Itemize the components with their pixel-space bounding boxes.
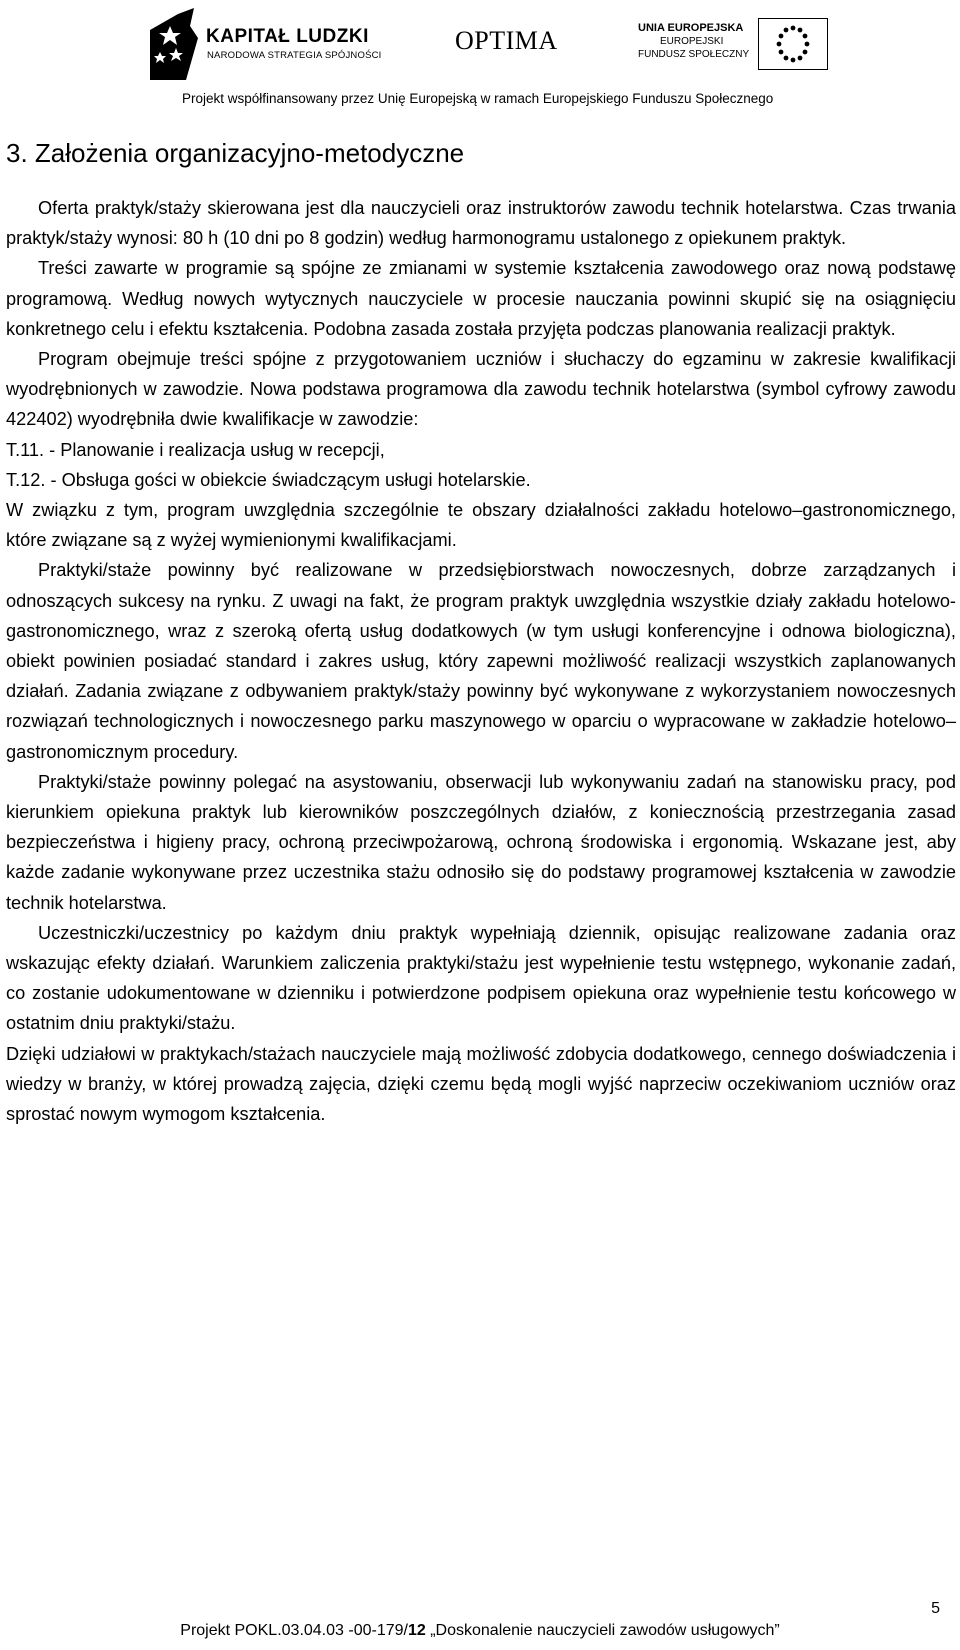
footer-suffix: „Doskonalenie nauczycieli zawodów usługowych” — [425, 1622, 780, 1639]
eu-logo — [638, 14, 838, 74]
page-header — [0, 0, 960, 110]
eu-line-2: EUROPEJSKI — [660, 36, 724, 47]
paragraph: Program obejmuje treści spójne z przygotowaniem uczniów i słuchaczy do egzaminu w zakresie kwalifikacji wyodrębnionych w zawodzie. Nowa podstawa programowa dla zawodu technik hotelarstwa (symbol cyfrowy zawodu 422402) wyodrębniła dwie kwalifikacje w zawodzie: — [6, 349, 956, 430]
document-body — [6, 138, 956, 1129]
eu-line-1: UNIA EUROPEJSKA — [638, 22, 744, 34]
eu-flag-icon — [758, 18, 828, 70]
paragraph: Treści zawarte w programie są spójne ze zmianami w systemie kształcenia zawodowego oraz nową podstawę programową. Według nowych wytycznych nauczyciele w procesie nauczania powinni skupić się na osiągnięciu konkretnego celu i efektu kształcenia. Podobna zasada została przyjęta podczas planowania realizacji praktyk. — [6, 258, 956, 339]
kapital-ludzki-logo — [150, 8, 382, 80]
logo-sub-text: NARODOWA STRATEGIA SPÓJNOŚCI — [207, 50, 382, 61]
paragraph: W związku z tym, program uwzględnia szczególnie te obszary działalności zakładu hotelowo–gastronomicznego, które związane są z wyżej wymienionymi kwalifikacjami. — [6, 500, 956, 551]
logo-main-text: KAPITAŁ LUDZKI — [206, 26, 369, 47]
page-footer — [0, 1622, 960, 1640]
paragraph: Dzięki udziałowi w praktykach/stażach nauczyciele mają możliwość zdobycia dodatkowego, cennego doświadczenia i wiedzy w branży, w której prowadzą zajęcia, dzięki czemu będą mogli wyjść naprzeciw oczekiwaniom uczniów oraz sprostać nowym wymogom kształcenia. — [6, 1043, 956, 1125]
footer-prefix: Projekt POKL.03.04.03 -00-179/ — [180, 1622, 408, 1639]
optima-logo: OPTIMA — [455, 26, 558, 55]
qualification-item: T.11. - Planowanie i realizacja usług w recepcji, — [6, 439, 385, 460]
qualification-item: T.12. - Obsługa gości w obiekcie świadczącym usługi hotelarskie. — [6, 469, 531, 490]
section-heading: 3. Założenia organizacyjno-metodyczne — [6, 138, 465, 168]
body-text — [6, 193, 956, 1129]
paragraph: Praktyki/staże powinny polegać na asystowaniu, obserwacji lub wykonywaniu zadań na stanowisku pracy, pod kierunkiem opiekuna praktyk lub kierowników poszczególnych działów, z koniecznością przestrzegania zasad bezpieczeństwa i higieny pracy, ochroną przeciwpożarową, ochroną środowiska i ergonomią. Wskazane jest, aby każde zadanie wykonywane przez uczestnika stażu odnosiło się do podstawy programowej kształcenia w zawodzie technik hotelarstwa. — [6, 771, 956, 913]
eu-line-3: FUNDUSZ SPOŁECZNY — [638, 49, 750, 60]
page-number: 5 — [931, 1600, 940, 1617]
paragraph: Praktyki/staże powinny być realizowane w przedsiębiorstwach nowoczesnych, dobrze zarządzanych i odnoszących sukcesy na rynku. Z uwagi na fakt, że program praktyk uwzględnia wszystkie działy zakładu hotelowo-gastronomicznego, wraz z szeroką ofertą usług dodatkowych (w tym usługi konferencyjne i odnowa biologiczna), obiekt powinien posiadać standard i zakres usług, który zapewni możliwość realizacji wszystkich zaplanowanych działań. Zadania związane z odbywaniem praktyk/staży powinny być wykonywane z wykorzystaniem nowoczesnych rozwiązań technologicznych i nowoczesnego parku maszynowego w oparciu o wypracowane w zakładzie hotelowo–gastronomicznym procedury. — [6, 560, 956, 762]
kapital-ludzki-emblem-icon — [150, 8, 200, 80]
cofinancing-note: Projekt współfinansowany przez Unię Europejską w ramach Europejskiego Funduszu Społecznego — [182, 91, 774, 106]
paragraph: Oferta praktyk/staży skierowana jest dla nauczycieli oraz instruktorów zawodu technik hotelarstwa. Czas trwania praktyk/staży wynosi: 80 h (10 dni po 8 godzin) według harmonogramu ustalonego z opiekunem praktyk. — [6, 198, 956, 249]
paragraph: Uczestniczki/uczestnicy po każdym dniu praktyk wypełniają dziennik, opisując realizowane zadania oraz wskazując efekty działań. Warunkiem zaliczenia praktyki/stażu jest wypełnienie testu wstępnego, wykonanie zadań, co zostanie udokumentowane w dzienniku i potwierdzone podpisem opiekuna oraz wypełnienie testu końcowego w ostatnim dniu praktyki/stażu. — [6, 922, 956, 1034]
footer-bold: 12 — [407, 1622, 426, 1639]
